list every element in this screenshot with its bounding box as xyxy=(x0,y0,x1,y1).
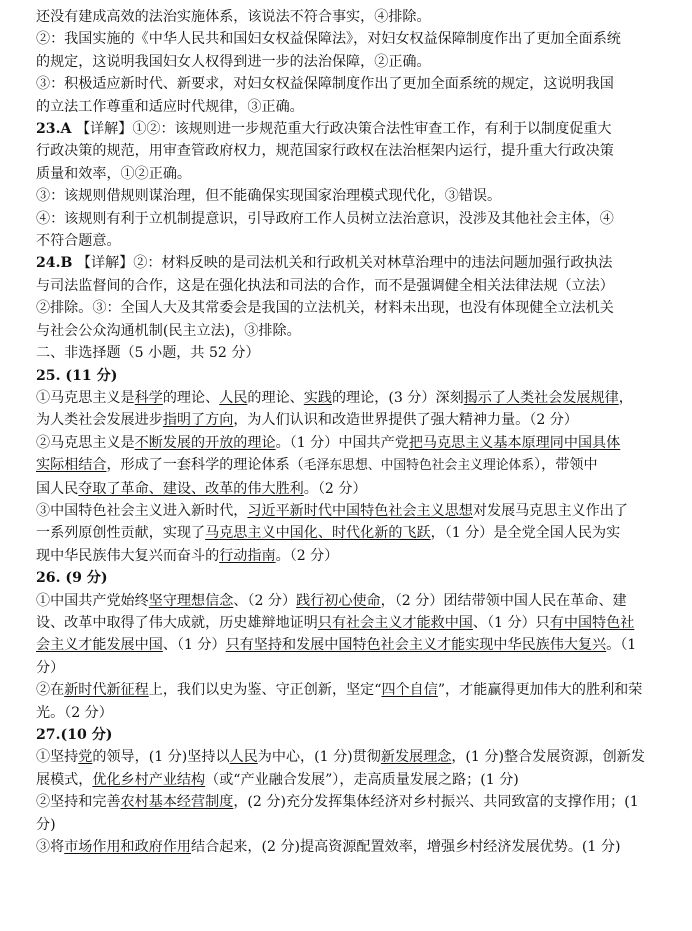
underlined-key-phrase: 把马克思主义基本原理同中国具体 xyxy=(408,434,621,451)
text-run: 、（2 分） xyxy=(233,592,297,609)
text-line xyxy=(36,634,662,656)
text-run: 、（1 分）只 xyxy=(472,614,550,631)
text-run: 。（1 xyxy=(606,637,637,654)
underlined-key-phrase: 践行初心使命 xyxy=(296,592,381,609)
text-run: 的理论、 xyxy=(162,389,220,406)
text-line xyxy=(36,814,662,836)
text-run: （或“产业融合发展”），走高质量发展之路；(1 分) xyxy=(205,771,519,788)
text-line xyxy=(36,163,662,185)
text-run: 为人类社会发展进步 xyxy=(36,412,163,429)
text-line xyxy=(36,96,662,118)
text-line xyxy=(36,387,662,409)
text-run: 分） xyxy=(36,659,65,676)
text-run: 、（1 分） xyxy=(162,637,226,654)
text-run: ④：该规则有利于立机制提意识，引导政府工作人员树立法治意识，没涉及其他社会主体，④ xyxy=(36,210,614,227)
text-line xyxy=(36,118,662,140)
underlined-key-phrase: 市场作用和政府作用 xyxy=(64,839,192,856)
underlined-key-phrase: 马克思主义中国化、时代化新的飞跃 xyxy=(205,525,431,542)
text-run: 现中华民族伟大复兴而奋斗的 xyxy=(36,547,220,564)
text-run: ，形成了一套科学的理论体系（ xyxy=(106,457,304,474)
text-line xyxy=(36,545,662,567)
text-run: ”，才能赢得更加伟大的胜利和荣 xyxy=(437,682,643,699)
text-line xyxy=(36,702,662,724)
question-number: 25. (11 分) xyxy=(36,367,118,384)
underlined-key-phrase: 不断发展的开放的理论 xyxy=(134,434,276,451)
text-run: ②马克思主义是 xyxy=(36,434,135,451)
text-line xyxy=(36,500,662,522)
text-run: 的领导，(1 分)坚持以 xyxy=(92,749,230,766)
text-run: 行政决策的规范，用审查管政府权力，规范国家行政权在法治框架内运行，提升重大行政决策 xyxy=(36,143,614,160)
text-line xyxy=(36,342,662,364)
underlined-key-phrase: 指明了方向 xyxy=(162,412,234,429)
underlined-key-phrase: 党 xyxy=(78,749,93,766)
underlined-key-phrase: 只有社会主义才能救中国 xyxy=(317,614,473,631)
text-run: ③将 xyxy=(36,839,65,856)
text-line xyxy=(36,365,662,387)
text-run: 的立法工作尊重和适应时代规律，③正确。 xyxy=(36,98,304,115)
text-line xyxy=(36,478,662,500)
text-run: ②排除。③：全国人大及其常委会是我国的立法机关，材料未出现，也没有体现健全立法机关 xyxy=(36,300,614,317)
text-run: ②在 xyxy=(36,682,65,699)
underlined-key-phrase: 科学 xyxy=(134,389,163,406)
text-run: ，(2 分)充分发挥集体经济对乡村振兴、共同致富的支撑作用；(1 xyxy=(233,794,639,811)
underlined-key-phrase: 实际相结合 xyxy=(36,457,107,474)
text-run: 结合起来，(2 分)提高资源配置效率，增强乡村经济发展优势。(1 分) xyxy=(191,839,621,856)
text-line xyxy=(36,6,662,28)
text-run: ③：该规则借规则谋治理，但不能确保实现国家治理模式现代化，③错误。 xyxy=(36,188,502,205)
text-run: 国人民 xyxy=(36,480,79,497)
text-run: ），带领中 xyxy=(534,457,598,474)
underlined-key-phrase: 习近平新时代中国特色社会主义思想 xyxy=(247,502,473,519)
text-run: 分) xyxy=(36,816,56,833)
text-run: 。（2 分） xyxy=(303,480,367,497)
text-run: 质量和效率，①②正确。 xyxy=(36,165,192,182)
text-line xyxy=(36,409,662,431)
text-run: 还没有建成高效的法治实施体系，该说法不符合事实，④排除。 xyxy=(36,9,431,25)
text-line xyxy=(36,230,662,252)
text-line xyxy=(36,208,662,230)
text-line xyxy=(36,612,662,634)
text-line xyxy=(36,51,662,73)
text-line xyxy=(36,297,662,319)
text-line xyxy=(36,140,662,162)
text-run: ，（1 分）是全党全国人民为实 xyxy=(430,525,621,542)
text-run: 与社会公众沟通机制(民主立法)，③排除。 xyxy=(36,322,301,339)
text-run: 设、改革中取得了伟大成就，历史雄辩地证明 xyxy=(36,614,318,631)
question-number: 24.B xyxy=(36,255,73,272)
text-run: 展模式， xyxy=(36,771,93,788)
text-line xyxy=(36,791,662,813)
text-run: ①马克思主义是 xyxy=(36,389,135,406)
text-run: 二、非选择题（5 小题，共 52 分） xyxy=(36,345,260,362)
text-run: 【详解】②：材料反映的是司法机关和行政机关对林草治理中的违法问题加强行政执法 xyxy=(72,255,613,272)
underlined-key-phrase: 农村基本经营制度 xyxy=(120,794,234,811)
text-run: ③中国特色社会主义进入新时代， xyxy=(36,502,248,519)
underlined-key-phrase: 揭示了人类社会发展规律 xyxy=(463,389,619,406)
underlined-key-phrase: 四个自信 xyxy=(381,682,438,699)
text-run: 与司法监督间的合作，这是在强化执法和司法的合作，而不是强调健全相关法律法规（立法） xyxy=(36,277,614,294)
text-run: ，（2 分）团结带领中国人民在革命、建 xyxy=(380,592,627,609)
text-run: 的规定，这说明我国妇女人权得到进一步的法治保障，②正确。 xyxy=(36,53,431,70)
underlined-key-phrase: 行动指南 xyxy=(219,547,276,564)
text-run: 。（1 分）中国共产党 xyxy=(275,434,409,451)
text-line xyxy=(36,252,662,274)
text-line xyxy=(36,836,662,858)
text-line xyxy=(36,454,662,477)
underlined-key-phrase: 夺取了革命、建设、改革的伟大胜利 xyxy=(78,480,304,497)
text-run: ①坚持 xyxy=(36,749,79,766)
question-number: 27.(10 分) xyxy=(36,727,113,743)
text-line xyxy=(36,432,662,454)
text-line xyxy=(36,275,662,297)
text-run: ，(1 分)整合发展资源，创新发 xyxy=(451,749,645,766)
text-line xyxy=(36,73,662,95)
text-line xyxy=(36,185,662,207)
underlined-key-phrase: 会主义才能发展中国 xyxy=(36,637,163,654)
text-line xyxy=(36,522,662,544)
text-run: ②：我国实施的《中华人民共和国妇女权益保障法》，对妇女权益保障制度作出了更加全面系统 xyxy=(36,31,621,48)
text-line xyxy=(36,590,662,612)
text-run: ②坚持和完善 xyxy=(36,794,121,811)
text-line xyxy=(36,320,662,342)
underlined-key-phrase: 有中国特色社 xyxy=(549,614,635,631)
underlined-key-phrase: 人民 xyxy=(229,749,258,766)
text-run: 。（2 分） xyxy=(275,547,339,564)
underlined-key-phrase: 只有坚持和发展中国特色社会主义才能实现中华民族伟大复兴 xyxy=(225,637,607,654)
text-run: ①中国共产党始终 xyxy=(36,592,149,609)
question-number: 26. (9 分) xyxy=(36,570,108,587)
underlined-key-phrase: 坚守理想信念 xyxy=(148,592,234,609)
underlined-key-phrase: 优化乡村产业结构 xyxy=(92,771,206,788)
text-line xyxy=(36,657,662,679)
text-run: ③：积极适应新时代、新要求，对妇女权益保障制度作出了更加全面系统的规定，这说明我国 xyxy=(36,76,614,93)
text-run: 一系列原创性贡献，实现了 xyxy=(36,525,206,542)
text-run: 不符合题意。 xyxy=(36,233,121,250)
text-run: 为中心，(1 分)贯彻 xyxy=(257,749,381,766)
text-line xyxy=(36,769,662,791)
text-run: ， xyxy=(618,389,633,406)
text-run: 毛泽东思想、中国特色社会主义理论体系 xyxy=(303,458,535,474)
underlined-key-phrase: 人民 xyxy=(219,389,248,406)
text-line xyxy=(36,28,662,50)
text-run: 的理论，(3 分）深刻 xyxy=(331,389,464,406)
text-line xyxy=(36,746,662,768)
text-run: 上，我们以史为鉴、守正创新，坚定“ xyxy=(148,682,382,699)
text-run: 光。（2 分） xyxy=(36,704,113,721)
underlined-key-phrase: 实践 xyxy=(303,389,332,406)
question-number: 23.A xyxy=(36,121,72,138)
text-run: 的理论、 xyxy=(247,389,304,406)
text-run: 【详解】①②：该规则进一步规范重大行政决策合法性审查工作，有利于以制度促重大 xyxy=(71,121,612,138)
text-line xyxy=(36,679,662,701)
underlined-key-phrase: 新时代新征程 xyxy=(64,682,149,699)
text-line xyxy=(36,567,662,589)
underlined-key-phrase: 新发展理念 xyxy=(380,749,452,766)
text-run: ，为人们认识和改造世界提供了强大精神力量。（2 分） xyxy=(233,412,578,429)
text-run: 对发展马克思主义作出了 xyxy=(472,502,628,519)
text-line xyxy=(36,724,662,746)
